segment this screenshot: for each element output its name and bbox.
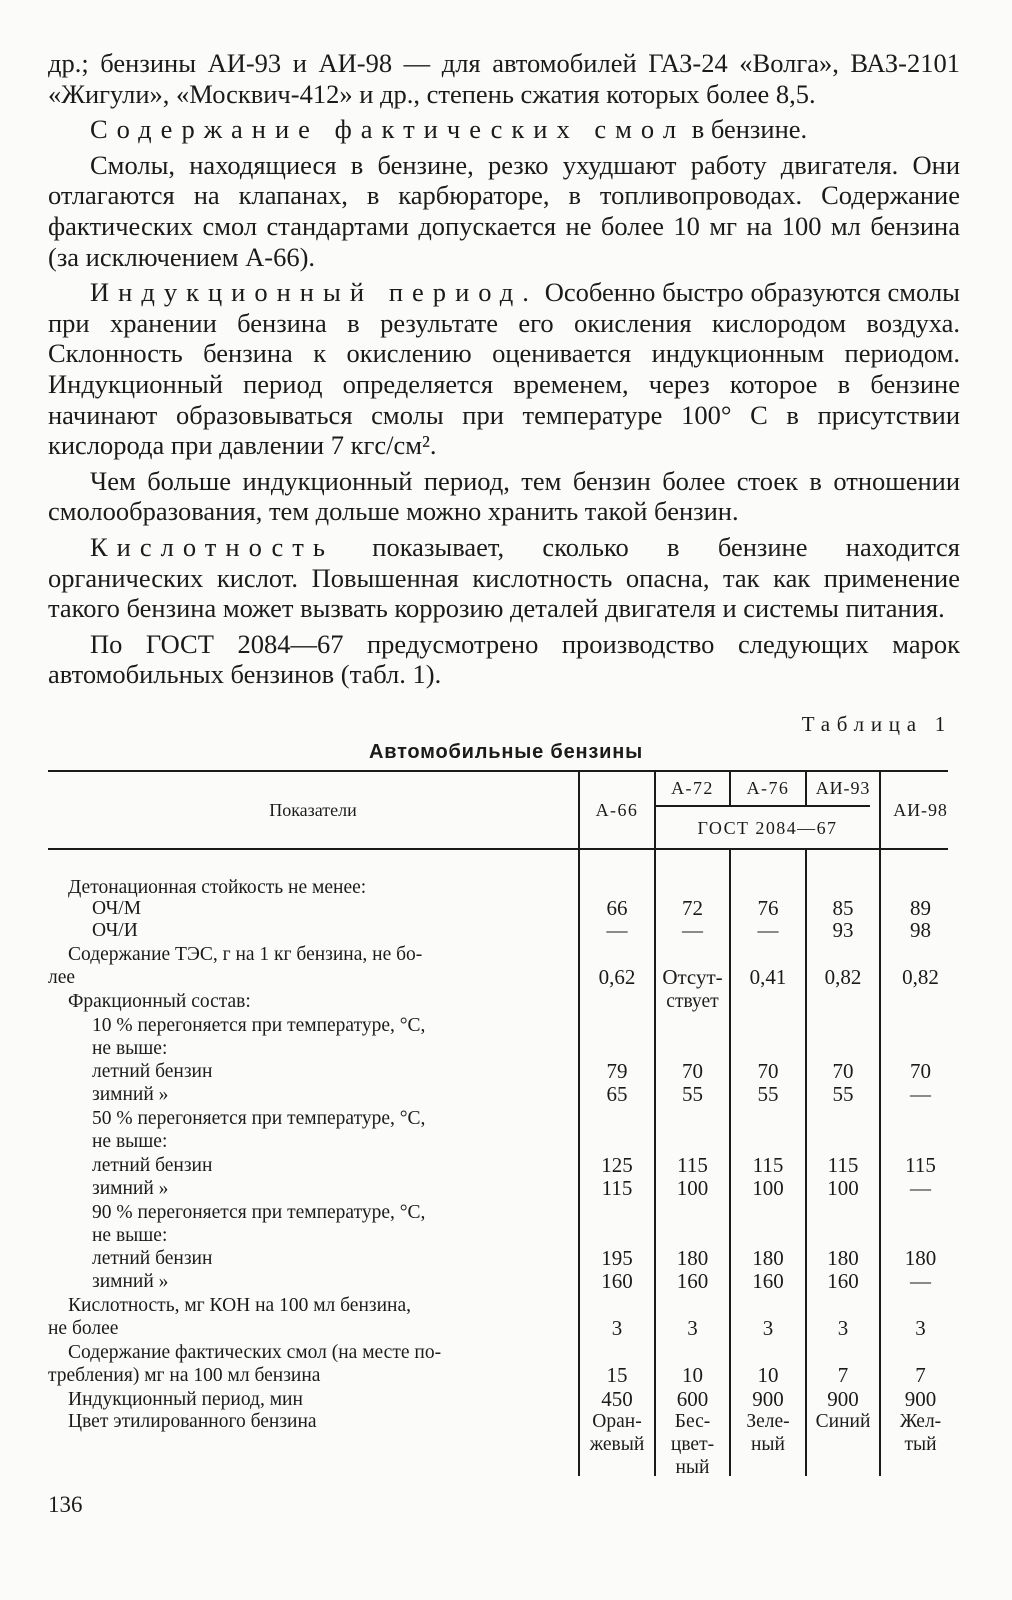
header-bottom-rule [48,848,948,850]
cell-color-l2-1: цвет- [670,1434,715,1455]
label-50-summer: летний бензин [92,1155,213,1176]
label-90pct-1: 90 % перегоняется при температуре, °С, [92,1202,426,1223]
cell-resins-3: 7 [837,1363,849,1387]
header-gost: ГОСТ 2084—67 [697,818,838,838]
label-color: Цвет этилированного бензина [68,1411,317,1432]
label-10-summer: летний бензин [92,1061,213,1082]
cell-och-i-0: — [606,918,628,942]
header-a72: А-72 [671,778,714,798]
cell-tes-1: Отсут- [662,965,723,989]
label-fraction: Фракционный состав: [68,991,251,1012]
term-resins: Содержание фактических смол [90,114,686,145]
cell-t50-winter-1: 100 [676,1176,709,1200]
cell-t50-summer-1: 115 [677,1153,708,1177]
label-acidity-1: Кислотность, мг КОН на 100 мл бензина, [68,1295,412,1316]
header-a66: А-66 [595,800,639,820]
label-90-winter: зимний » [92,1271,169,1292]
label-acidity-2: не более [48,1318,119,1339]
header-indicators: Показатели [269,800,357,820]
header-ai93: АИ-93 [815,778,871,798]
cell-och-i-3: 93 [832,918,854,942]
cell-och-i-1: — [682,918,703,942]
cell-t10-winter-2: 55 [757,1082,779,1106]
cell-color-l1-0: Оран- [592,1411,642,1432]
paragraph-2-body: Смолы, находящиеся в бензине, резко ухудшают работу двигателя. Они отлагаются на клапанах, в карбюраторе, в топливопроводах. Содержание фактических смол стандартами допускается не более 10 мг на 100 мл бензина (за исключением А-66). [48,149,960,272]
cell-t10-winter-0: 65 [606,1082,628,1106]
cell-color-l2-2: ный [751,1434,785,1455]
label-tes-1: Содержание ТЭС, г на 1 кг бензина, не бо- [68,944,423,965]
cell-acidity-0: 3 [611,1316,623,1340]
cell-och-m-2: 76 [757,896,779,920]
label-induction: Индукционный период, мин [68,1389,303,1410]
term-acidity: Кислотность [90,531,334,562]
cell-color-l2-0: жевый [589,1434,645,1455]
table-title: Автомобильные бензины [369,741,643,763]
label-detonation: Детонационная стойкость не менее: [68,877,367,898]
cell-induction-0: 450 [601,1387,633,1411]
cell-t50-winter-2: 100 [752,1176,784,1200]
cell-och-m-1: 72 [682,896,703,920]
page-number: 136 [48,1492,83,1517]
cell-t10-summer-0: 79 [606,1059,628,1083]
paragraph-3-body: Особенно быстро образуются смолы при хранении бензина в результате его окисления кислородом воздуха. Склонность бензина к окислению оценивается индукционным периодом. Индукционный период определяется временем, через которое в бензине начинают образовываться смолы при температуре 100° С в присутствии кислорода при давлении 7 кгс/см². [48,277,960,461]
cell-t50-summer-0: 125 [601,1153,633,1177]
cell-t90-winter-3: 160 [827,1269,859,1293]
label-10-winter: зимний » [92,1084,169,1105]
cell-t50-winter-4: — [910,1176,931,1200]
cell-tes-2: 0,41 [749,965,787,989]
label-resins-1: Содержание фактических смол (на месте по- [68,1342,442,1363]
label-50-winter: зимний » [92,1178,169,1199]
cell-acidity-1: 3 [687,1316,698,1340]
cell-color-l1-1: Бес- [674,1411,711,1432]
cell-color-l3-1: ный [675,1457,710,1478]
cell-t90-winter-0: 160 [601,1269,633,1293]
cell-och-m-0: 66 [606,896,628,920]
cell-t10-winter-1: 55 [682,1082,703,1106]
paragraph-5 [48,532,960,624]
paragraph-2 [48,114,960,145]
label-50pct-1: 50 % перегоняется при температуре, °С, [92,1108,426,1129]
paragraph-5-body: показывает, сколько в бензине находится органических кислот. Повышенная кислотность опасна, так как применение такого бензина может вызвать коррозию деталей двигателя и системы питания. [48,531,961,624]
cell-induction-4: 900 [904,1387,937,1411]
cell-color-l2-4: тый [904,1434,937,1455]
cell-tes-continued: ствует [666,991,719,1012]
paragraph-1: др.; бензины АИ-93 и АИ-98 — для автомобилей ГАЗ-24 «Волга», ВАЗ-2101 «Жигули», «Москвич-412» и др., степень сжатия которых более 8,5. [48,48,960,109]
cell-resins-0: 15 [606,1363,628,1387]
term-resins-tail: в бензине. [691,114,808,145]
cell-t10-summer-2: 70 [757,1059,779,1083]
cell-t10-summer-3: 70 [832,1059,854,1083]
cell-och-i-4: 98 [910,918,931,942]
cell-tes-0: 0,62 [598,965,636,989]
cell-acidity-2: 3 [762,1316,774,1340]
label-90pct-2: не выше: [92,1225,168,1246]
cell-t90-summer-2: 180 [752,1246,784,1270]
cell-induction-1: 600 [676,1387,709,1411]
cell-acidity-4: 3 [915,1316,926,1340]
cell-t90-summer-1: 180 [676,1246,709,1270]
cell-t10-summer-1: 70 [682,1059,703,1083]
cell-t90-winter-1: 160 [676,1269,709,1293]
cell-resins-4: 7 [915,1363,926,1387]
body-text [48,48,960,690]
cell-t90-summer-4: 180 [904,1246,937,1270]
cell-color-l1-2: Зеле- [746,1411,790,1432]
cell-t50-summer-3: 115 [827,1153,859,1177]
cell-och-i-2: — [757,918,779,942]
cell-och-m-3: 85 [832,896,854,920]
cell-t50-summer-4: 115 [905,1153,936,1177]
label-resins-2: требления) мг на 100 мл бензина [48,1365,321,1386]
label-90-summer: летний бензин [92,1248,213,1269]
cell-t90-winter-4: — [910,1269,931,1293]
table-top-rule [48,770,948,772]
label-10pct-2: не выше: [92,1038,168,1059]
label-och-m: ОЧ/М [92,898,142,919]
paragraph-3 [48,277,960,461]
label-och-i: ОЧ/И [92,920,138,941]
cell-induction-2: 900 [752,1387,784,1411]
label-50pct-2: не выше: [92,1131,168,1152]
cell-t50-summer-2: 115 [752,1153,784,1177]
header-ai98: АИ-98 [893,800,948,820]
cell-t90-winter-2: 160 [752,1269,784,1293]
cell-t10-winter-4: — [910,1082,931,1106]
cell-induction-3: 900 [827,1387,859,1411]
label-10pct-1: 10 % перегоняется при температуре, °С, [92,1015,426,1036]
header-a76: А-76 [746,778,790,798]
cell-t10-summer-4: 70 [910,1059,931,1083]
cell-t10-winter-3: 55 [832,1082,854,1106]
cell-t90-summer-3: 180 [827,1246,859,1270]
cell-t90-summer-0: 195 [601,1246,633,1270]
gost-rule [654,805,870,807]
cell-tes-3: 0,82 [824,965,862,989]
cell-och-m-4: 89 [910,896,931,920]
cell-t50-winter-0: 115 [601,1176,633,1200]
cell-color-l1-3: Синий [815,1411,871,1432]
cell-resins-1: 10 [682,1363,703,1387]
table-caption: Таблица 1 [801,712,952,736]
cell-acidity-3: 3 [837,1316,849,1340]
cell-t50-winter-3: 100 [827,1176,859,1200]
cell-resins-2: 10 [757,1363,779,1387]
term-induction: Индукционный период. [90,277,538,308]
label-tes-2: лее [48,967,76,988]
paragraph-6: По ГОСТ 2084—67 предусмотрено производство следующих марок автомобильных бензинов (табл. 1). [48,628,960,690]
cell-color-l1-4: Жел- [899,1411,942,1432]
paragraph-4: Чем больше индукционный период, тем бензин более стоек в отношении смолообразования, тем дольше можно хранить такой бензин. [48,465,960,527]
cell-tes-4: 0,82 [902,965,939,989]
